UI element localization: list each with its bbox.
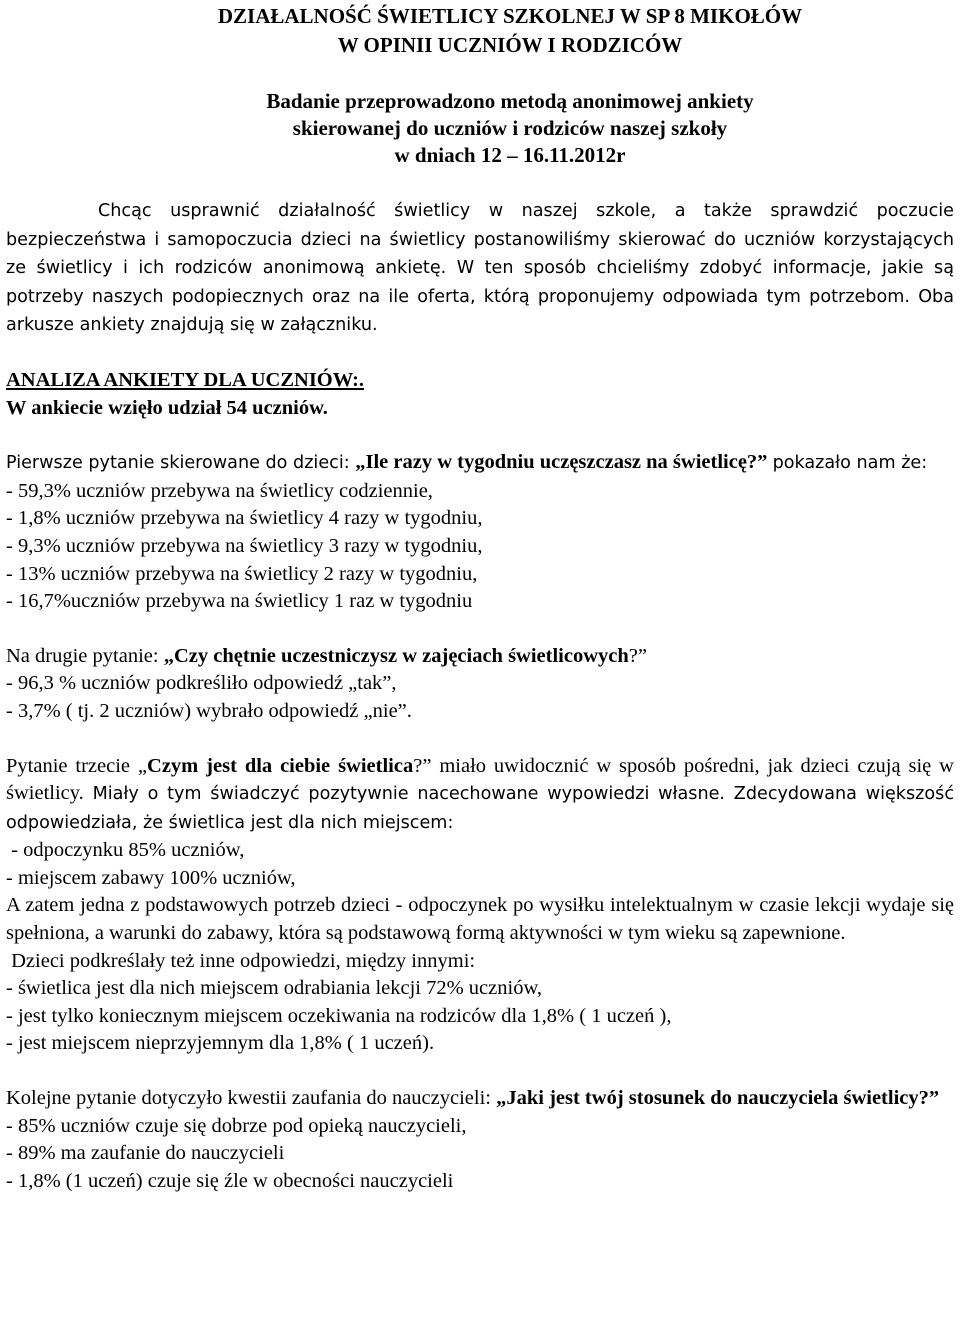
q2-lead: Na drugie pytanie: bbox=[6, 644, 164, 667]
q4-paragraph bbox=[6, 1085, 954, 1113]
intro-part-1: Chcąc usprawnić działalność świetlicy w naszej szkole, a także sprawdzić poczucie bezpieczeństwa i samopoczucia dzieci na świetlicy postanowiliśmy skierować do uczniów korzystających ze świetlicy i ich rodziców anonimową ankietę. bbox=[6, 201, 954, 279]
q4-question: „Jaki jest twój stosunek do nauczyciela świetlicy?” bbox=[496, 1087, 940, 1110]
intro-paragraph bbox=[6, 197, 954, 340]
q1-answer-5: - 16,7%uczniów przebywa na świetlicy 1 raz w tygodniu bbox=[6, 590, 473, 613]
subtitle-line-2: skierowanej do uczniów i rodziców naszej szkoły bbox=[292, 116, 728, 140]
q1-answer-3: - 9,3% uczniów przebywa na świetlicy 3 razy w tygodniu, bbox=[6, 534, 483, 557]
q3-lead: Pytanie trzecie „ bbox=[6, 754, 148, 777]
document-title bbox=[66, 2, 954, 60]
q3-rest-3: Zdecydowana większość odpowiedziała, że świetlica jest dla nich miejscem: bbox=[6, 784, 954, 833]
q2-paragraph bbox=[6, 643, 954, 671]
subtitle-line-3: w dniach 12 – 16.11.2012r bbox=[394, 143, 626, 167]
title-line-2: W OPINII UCZNIÓW I RODZICÓW bbox=[337, 33, 683, 57]
q2-quote-open: „ bbox=[163, 644, 174, 667]
q3-answer-1: - odpoczynku 85% uczniów, bbox=[6, 839, 245, 862]
q4-answer-2: - 89% ma zaufanie do nauczycieli bbox=[6, 1142, 285, 1165]
analysis-heading: ANALIZA ANKIETY DLA UCZNIÓW:. bbox=[6, 368, 365, 391]
q1-answer-1: - 59,3% uczniów przebywa na świetlicy codziennie, bbox=[6, 479, 433, 502]
q1-tail: pokazało nam że: bbox=[772, 453, 928, 474]
q1-question: „Ile razy w tygodniu uczęszczasz na świetlicę?” bbox=[355, 451, 768, 474]
document-subtitle bbox=[66, 88, 954, 169]
q3-other-answer-2: - jest tylko koniecznym miejscem oczekiwania na rodziców dla 1,8% ( 1 uczeń ), bbox=[6, 1004, 672, 1027]
q2-answer-1: - 96,3 % uczniów podkreśliło odpowiedź „tak”, bbox=[6, 672, 397, 695]
q3-rest-2: Miały o tym świadczyć pozytywnie nacechowane wypowiedzi własne. bbox=[83, 784, 726, 805]
q3-paragraph bbox=[6, 753, 954, 838]
title-line-1: DZIAŁALNOŚĆ ŚWIETLICY SZKOLNEJ W SP 8 MIKOŁÓW bbox=[217, 4, 803, 28]
q3-conclusion: A zatem jedna z podstawowych potrzeb dzieci - odpoczynek po wysiłku intelektualnym w czasie lekcji wydaje się spełniona, a warunki do zabawy, która są podstawową formą aktywności w tym wieku są zapewnione. bbox=[6, 894, 954, 945]
subtitle-line-1: Badanie przeprowadzono metodą anonimowej ankiety bbox=[266, 89, 754, 113]
analysis-participants: W ankiecie wzięło udział 54 uczniów. bbox=[6, 396, 328, 419]
q3-rest-1: ?” miało uwidocznić w sposób pośredni, jak dzieci czują się w świetlicy. bbox=[6, 754, 954, 805]
q1-paragraph bbox=[6, 449, 954, 478]
intro-part-2: W ten sposób chcieliśmy zdobyć informacje, jakie są potrzeby naszych podopiecznych oraz na ile oferta, którą proponujemy odpowiada tym potrzebom. Oba arkusze ankiety znajdują się w załączniku. bbox=[6, 258, 954, 336]
q2-question: Czy chętnie uczestniczysz w zajęciach świetlicowych bbox=[173, 644, 629, 667]
q3-answer-2: - miejscem zabawy 100% uczniów, bbox=[6, 866, 296, 889]
q1-answer-2: - 1,8% uczniów przebywa na świetlicy 4 razy w tygodniu, bbox=[6, 507, 483, 530]
q3-question: Czym jest dla ciebie świetlica bbox=[147, 754, 414, 777]
q2-quote-close: ?” bbox=[628, 644, 647, 667]
q3-other-answer-1: - świetlica jest dla nich miejscem odrabiania lekcji 72% uczniów, bbox=[6, 977, 543, 1000]
q1-lead: Pierwsze pytanie skierowane do dzieci: bbox=[6, 453, 356, 474]
q4-answer-1: - 85% uczniów czuje się dobrze pod opieką nauczycieli, bbox=[6, 1114, 467, 1137]
q3-other-lead: Dzieci podkreślały też inne odpowiedzi, między innymi: bbox=[6, 949, 476, 972]
q4-answer-3: - 1,8% (1 uczeń) czuje się źle w obecności nauczycieli bbox=[6, 1169, 454, 1192]
q4-lead: Kolejne pytanie dotyczyło kwestii zaufania do nauczycieli: bbox=[6, 1087, 497, 1110]
q1-answer-4: - 13% uczniów przebywa na świetlicy 2 razy w tygodniu, bbox=[6, 562, 478, 585]
q2-answer-2: - 3,7% ( tj. 2 uczniów) wybrało odpowiedź „nie”. bbox=[6, 699, 412, 722]
q3-other-answer-3: - jest miejscem nieprzyjemnym dla 1,8% ( 1 uczeń). bbox=[6, 1032, 435, 1055]
